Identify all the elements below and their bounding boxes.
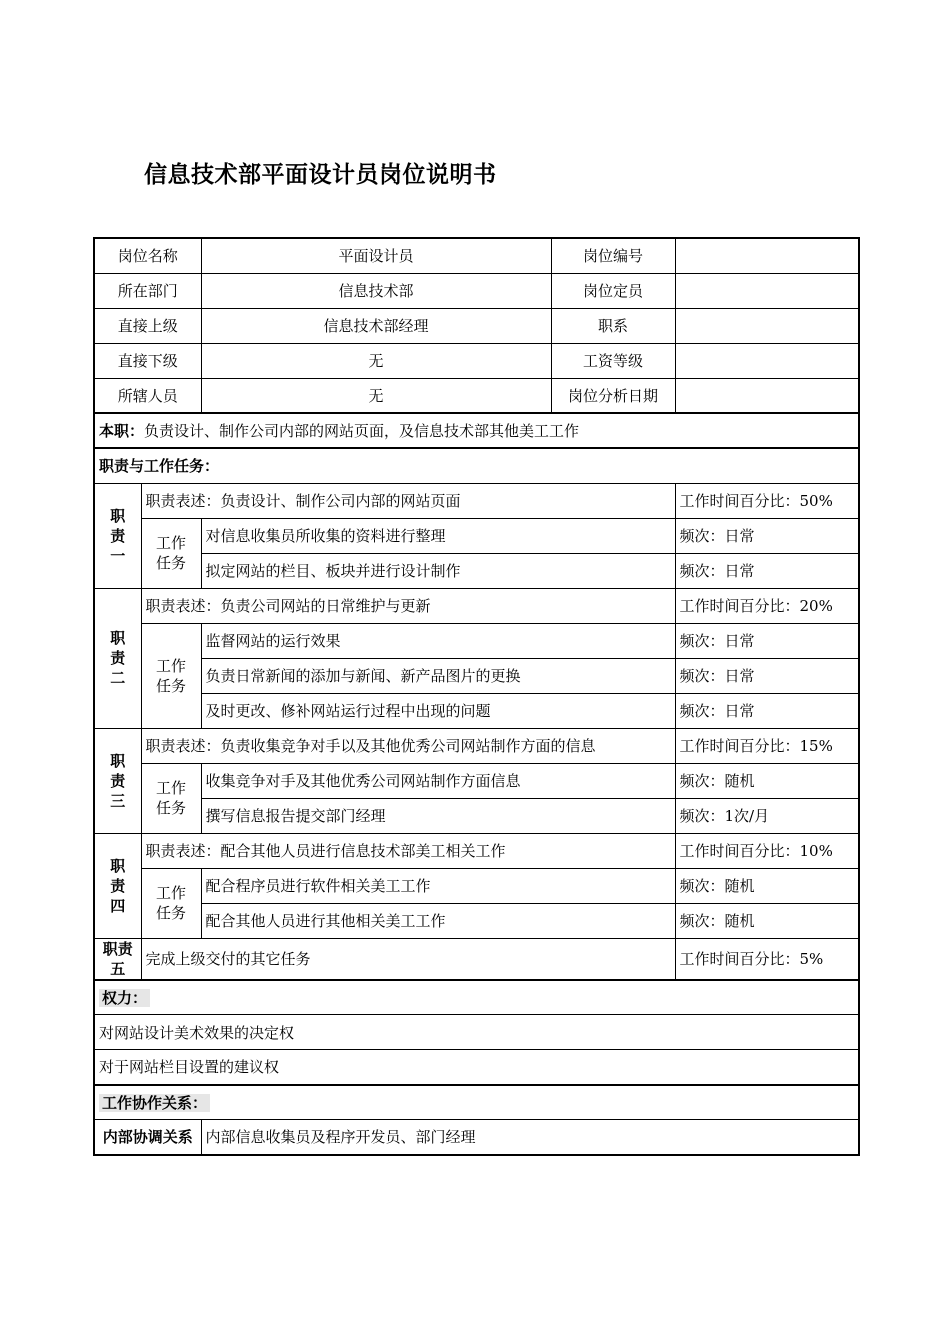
task-row xyxy=(94,658,859,693)
internal-text: 内部信息收集员及程序开发员、部门经理 xyxy=(201,1120,859,1155)
work-task-label: 工作 任务 xyxy=(141,763,201,833)
task-text: 收集竞争对手及其他优秀公司网站制作方面信息 xyxy=(201,763,675,798)
info-value: 无 xyxy=(201,343,551,378)
duty5-row xyxy=(94,938,859,980)
info-label: 岗位分析日期 xyxy=(551,378,675,413)
duty-desc-row xyxy=(94,728,859,763)
task-text: 配合程序员进行软件相关美工工作 xyxy=(201,868,675,903)
duty-percentage: 工作时间百分比：15% xyxy=(675,728,859,763)
duty-description: 完成上级交付的其它任务 xyxy=(141,938,675,980)
task-frequency: 频次：随机 xyxy=(675,763,859,798)
section-heading-row xyxy=(94,1085,859,1120)
info-label: 岗位编号 xyxy=(551,238,675,273)
duty-name: 职 责 四 xyxy=(94,833,141,938)
info-value: 无 xyxy=(201,378,551,413)
duty-name: 职 责 三 xyxy=(94,728,141,833)
task-row xyxy=(94,623,859,658)
info-label: 所辖人员 xyxy=(94,378,201,413)
benzhi-label: 本职： xyxy=(99,422,145,440)
internal-label: 内部协调关系 xyxy=(94,1120,201,1155)
info-value xyxy=(675,273,859,308)
info-label: 职系 xyxy=(551,308,675,343)
info-value: 平面设计员 xyxy=(201,238,551,273)
duty-desc-row xyxy=(94,483,859,518)
info-label: 直接上级 xyxy=(94,308,201,343)
task-frequency: 频次：日常 xyxy=(675,518,859,553)
duty-percentage: 工作时间百分比：10% xyxy=(675,833,859,868)
info-value: 信息技术部 xyxy=(201,273,551,308)
duties-heading: 职责与工作任务： xyxy=(94,448,859,483)
benzhi-cell xyxy=(94,413,859,448)
work-task-label: 工作 任务 xyxy=(141,518,201,588)
task-text: 对信息收集员所收集的资料进行整理 xyxy=(201,518,675,553)
duty-desc-row xyxy=(94,833,859,868)
duty-name: 职 责 一 xyxy=(94,483,141,588)
info-value xyxy=(675,308,859,343)
info-value: 信息技术部经理 xyxy=(201,308,551,343)
task-text: 撰写信息报告提交部门经理 xyxy=(201,798,675,833)
info-value xyxy=(675,378,859,413)
info-row xyxy=(94,308,859,343)
task-row xyxy=(94,518,859,553)
task-text: 负责日常新闻的添加与新闻、新产品图片的更换 xyxy=(201,658,675,693)
duty-percentage: 工作时间百分比：5% xyxy=(675,938,859,980)
task-row xyxy=(94,553,859,588)
task-row xyxy=(94,903,859,938)
info-label: 工资等级 xyxy=(551,343,675,378)
task-frequency: 频次：日常 xyxy=(675,658,859,693)
benzhi-text: 负责设计、制作公司内部的网站页面，及信息技术部其他美工工作 xyxy=(144,422,580,440)
task-frequency: 频次：日常 xyxy=(675,623,859,658)
duty-percentage: 工作时间百分比：50% xyxy=(675,483,859,518)
task-row xyxy=(94,868,859,903)
task-text: 及时更改、修补网站运行过程中出现的问题 xyxy=(201,693,675,728)
info-value xyxy=(675,238,859,273)
info-label: 岗位定员 xyxy=(551,273,675,308)
info-value xyxy=(675,343,859,378)
task-text: 配合其他人员进行其他相关美工工作 xyxy=(201,903,675,938)
page-title: 信息技术部平面设计员岗位说明书 xyxy=(144,162,497,188)
info-label: 岗位名称 xyxy=(94,238,201,273)
task-row xyxy=(94,693,859,728)
task-text: 监督网站的运行效果 xyxy=(201,623,675,658)
power-row xyxy=(94,1050,859,1085)
cooperation-heading: 工作协作关系： xyxy=(94,1085,859,1120)
power-row xyxy=(94,1015,859,1050)
info-row xyxy=(94,378,859,413)
duty-desc-row xyxy=(94,588,859,623)
section-heading-row xyxy=(94,980,859,1015)
info-row xyxy=(94,273,859,308)
duty-name: 职 责 二 xyxy=(94,588,141,728)
task-frequency: 频次：1次/月 xyxy=(675,798,859,833)
task-row xyxy=(94,798,859,833)
duty-name: 职责 五 xyxy=(94,938,141,980)
duty-description: 职责表述：负责收集竞争对手以及其他优秀公司网站制作方面的信息 xyxy=(141,728,675,763)
info-label: 直接下级 xyxy=(94,343,201,378)
task-frequency: 频次：随机 xyxy=(675,903,859,938)
task-row xyxy=(94,763,859,798)
info-row xyxy=(94,238,859,273)
section-heading-row xyxy=(94,448,859,483)
duty-description: 职责表述：负责设计、制作公司内部的网站页面 xyxy=(141,483,675,518)
task-frequency: 频次：日常 xyxy=(675,693,859,728)
info-label: 所在部门 xyxy=(94,273,201,308)
duty-description: 职责表述：负责公司网站的日常维护与更新 xyxy=(141,588,675,623)
cooperation-row xyxy=(94,1120,859,1155)
task-frequency: 频次：日常 xyxy=(675,553,859,588)
task-frequency: 频次：随机 xyxy=(675,868,859,903)
work-task-label: 工作 任务 xyxy=(141,623,201,728)
power-heading: 权力： xyxy=(94,980,859,1015)
power-item: 对于网站栏目设置的建议权 xyxy=(94,1050,859,1085)
power-item: 对网站设计美术效果的决定权 xyxy=(94,1015,859,1050)
task-text: 拟定网站的栏目、板块并进行设计制作 xyxy=(201,553,675,588)
work-task-label: 工作 任务 xyxy=(141,868,201,938)
benzhi-row xyxy=(94,413,859,448)
duty-description: 职责表述：配合其他人员进行信息技术部美工相关工作 xyxy=(141,833,675,868)
job-description-table xyxy=(93,237,860,1156)
info-row xyxy=(94,343,859,378)
duty-percentage: 工作时间百分比：20% xyxy=(675,588,859,623)
